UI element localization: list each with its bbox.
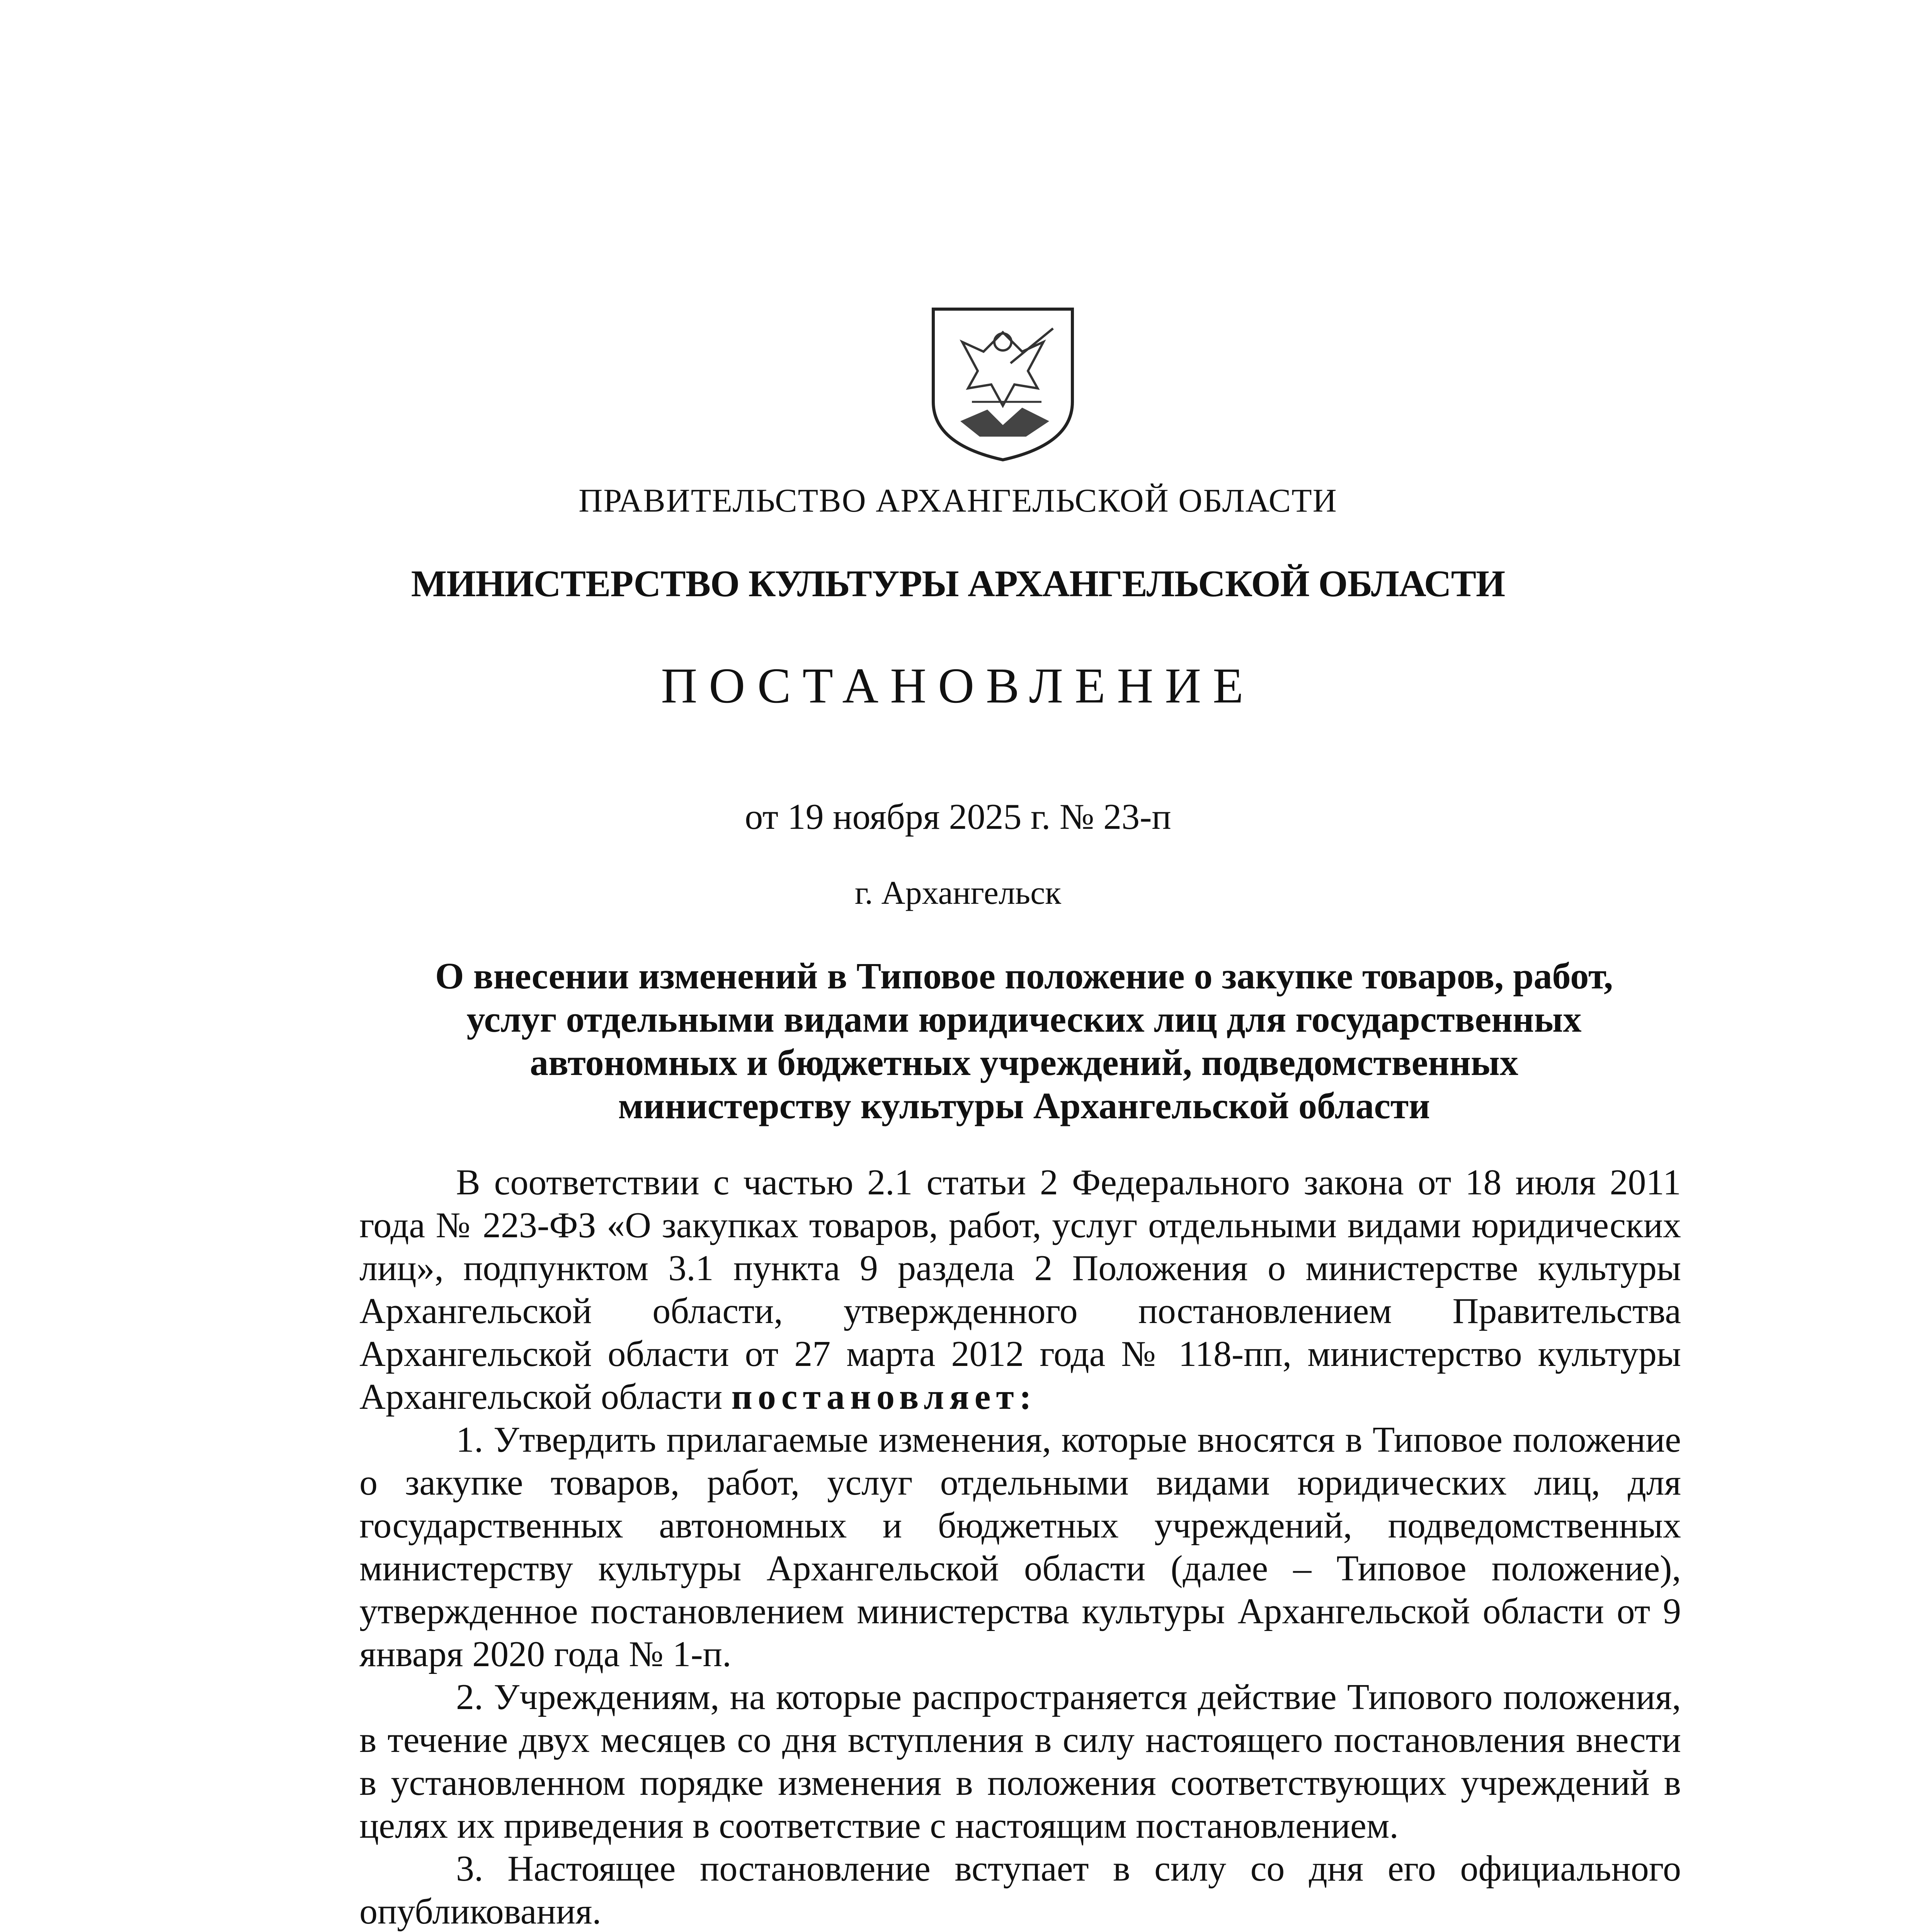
preamble-paragraph	[359, 1161, 1681, 1418]
item-3-paragraph: 3. Настоящее постановление вступает в силу со дня его официального опубликования.	[359, 1849, 1681, 1932]
document-type-title: ПОСТАНОВЛЕНИЕ	[661, 658, 1255, 714]
subject-line: автономных и бюджетных учреждений, подведомственных	[530, 1042, 1518, 1083]
item-1-paragraph: 1. Утвердить прилагаемые изменения, которые вносятся в Типовое положение о закупке товаров, работ, услуг отдельными видами юридических лиц, для государственных автономных и бюджетных учреждений, подведомственных министерству культуры Архангельской области (далее – Типовое положение), утвержденное постановлением министерства культуры Архангельской области от 9 января 2020 года № 1-п.	[359, 1420, 1681, 1674]
ministry-heading: МИНИСТЕРСТВО КУЛЬТУРЫ АРХАНГЕЛЬСКОЙ ОБЛАСТИ	[411, 563, 1505, 605]
item-2-paragraph: 2. Учреждениям, на которые распространяется действие Типового положения, в течение двух месяцев со дня вступления в силу настоящего постановления внести в установленном порядке изменения в положения соответствующих учреждений в целях их приведения в соответствие с настоящим постановлением.	[359, 1677, 1681, 1846]
document-subject	[348, 954, 1700, 1128]
coat-of-arms-emblem	[926, 305, 1080, 464]
subject-line: О внесении изменений в Типовое положение о закупке товаров, работ,	[435, 955, 1613, 997]
subject-line: услуг отдельными видами юридических лиц для государственных	[466, 998, 1582, 1040]
date-and-number: от 19 ноября 2025 г. № 23-п	[745, 797, 1171, 837]
document-body	[359, 1161, 1681, 1932]
city: г. Архангельск	[854, 874, 1062, 911]
subject-line: министерству культуры Архангельской области	[618, 1085, 1430, 1126]
government-heading: ПРАВИТЕЛЬСТВО АРХАНГЕЛЬСКОЙ ОБЛАСТИ	[579, 482, 1337, 519]
preamble-text: В соответствии с частью 2.1 статьи 2 Федерального закона от 18 июля 2011 года № 223-ФЗ «О закупках товаров, работ, услуг отдельными видами юридических лиц», подпунктом 3.1 пункта 9 раздела 2 Положения о министерстве культуры Архангельской области, утвержденного постановлением Правительства Архангельской области от 27 марта 2012 года № 118-пп, министерство культуры Архангельской области	[359, 1162, 1681, 1417]
decree-word: постановляет:	[731, 1377, 1037, 1417]
